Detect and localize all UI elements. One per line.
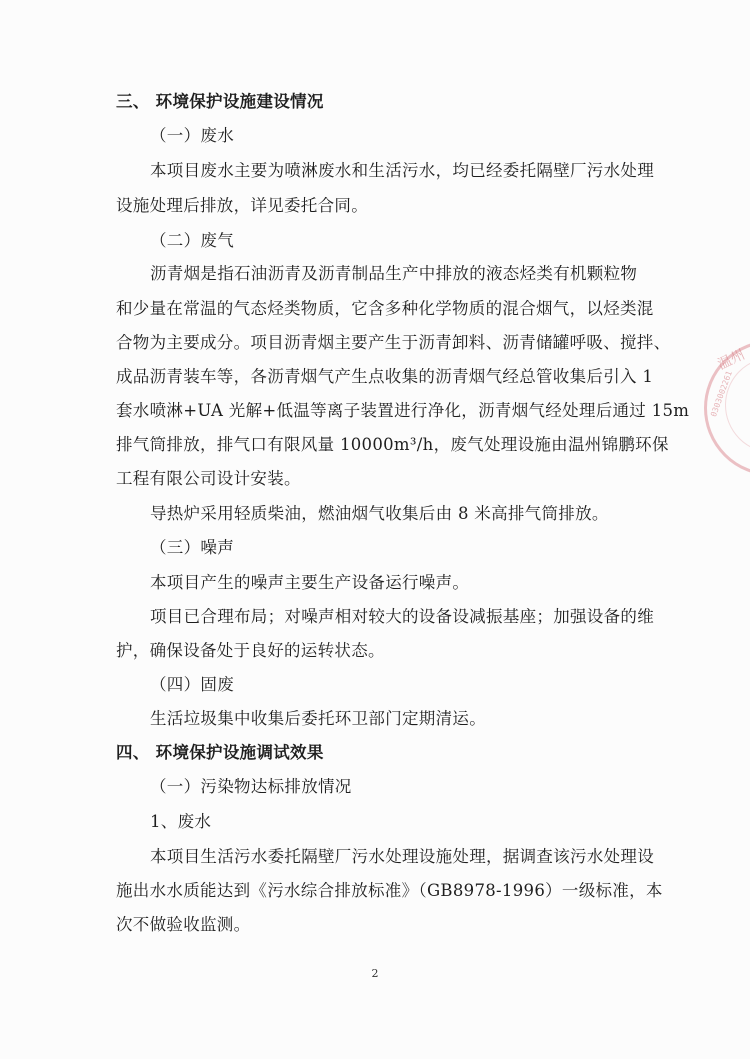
paragraph-line: 工程有限公司设计安装。: [116, 469, 301, 488]
paragraph-line: 排气筒排放，排气口有限风量 10000m³/h，废气处理设施由温州锦鹏环保: [116, 435, 669, 454]
seal-code: 0303002261: [709, 369, 734, 419]
paragraph-line: 项目已合理布局；对噪声相对较大的设备设减振基座；加强设备的维: [150, 607, 654, 626]
paragraph-line: 施出水水质能达到《污水综合排放标准》（GB8978-1996）一级标准，本: [116, 881, 663, 900]
page-number: 2: [371, 967, 379, 980]
paragraph-line: 本项目废水主要为喷淋废水和生活污水，均已经委托隔壁厂污水处理: [150, 161, 654, 180]
subheading-emission-compliance: （一）污染物达标排放情况: [150, 777, 352, 796]
paragraph-line: 沥青烟是指石油沥青及沥青制品生产中排放的液态烃类有机颗粒物: [150, 264, 638, 283]
paragraph-line: 本项目生活污水委托隔壁厂污水处理设施处理，据调查该污水处理设: [150, 847, 654, 866]
subheading-exhaust-gas: （二）废气: [150, 231, 234, 250]
section-heading-4: 四、 环境保护设施调试效果: [116, 743, 324, 762]
paragraph-line: 次不做验收监测。: [116, 915, 251, 934]
official-seal: [704, 340, 750, 476]
paragraph-line: 套水喷淋+UA 光解+低温等离子装置进行净化，沥青烟气经处理后通过 15m: [116, 401, 690, 420]
paragraph-line: 生活垃圾集中收集后委托环卫部门定期清运。: [150, 709, 486, 728]
paragraph-line: 护，确保设备处于良好的运转状态。: [116, 641, 385, 660]
paragraph-line: 设施处理后排放，详见委托合同。: [116, 196, 368, 215]
subheading-noise: （三）噪声: [150, 538, 234, 557]
seal-text: 温州: [715, 346, 748, 374]
subheading-wastewater: （一）废水: [150, 126, 234, 145]
paragraph-line: 合物为主要成分。项目沥青烟主要产生于沥青卸料、沥青储罐呼吸、搅拌、: [116, 333, 671, 352]
paragraph-line: 成品沥青装车等，各沥青烟气产生点收集的沥青烟气经总管收集后引入 1: [116, 367, 654, 386]
subheading-solid-waste: （四）固废: [150, 675, 234, 694]
paragraph-line: 和少量在常温的气态烃类物质，它含多种化学物质的混合烟气，以烃类混: [116, 299, 654, 318]
paragraph-line: 导热炉采用轻质柴油，燃油烟气收集后由 8 米高排气筒排放。: [150, 504, 609, 523]
subheading-wastewater-item: 1、废水: [150, 812, 212, 831]
paragraph-line: 本项目产生的噪声主要生产设备运行噪声。: [150, 573, 470, 592]
section-heading-3: 三、 环境保护设施建设情况: [116, 92, 324, 111]
